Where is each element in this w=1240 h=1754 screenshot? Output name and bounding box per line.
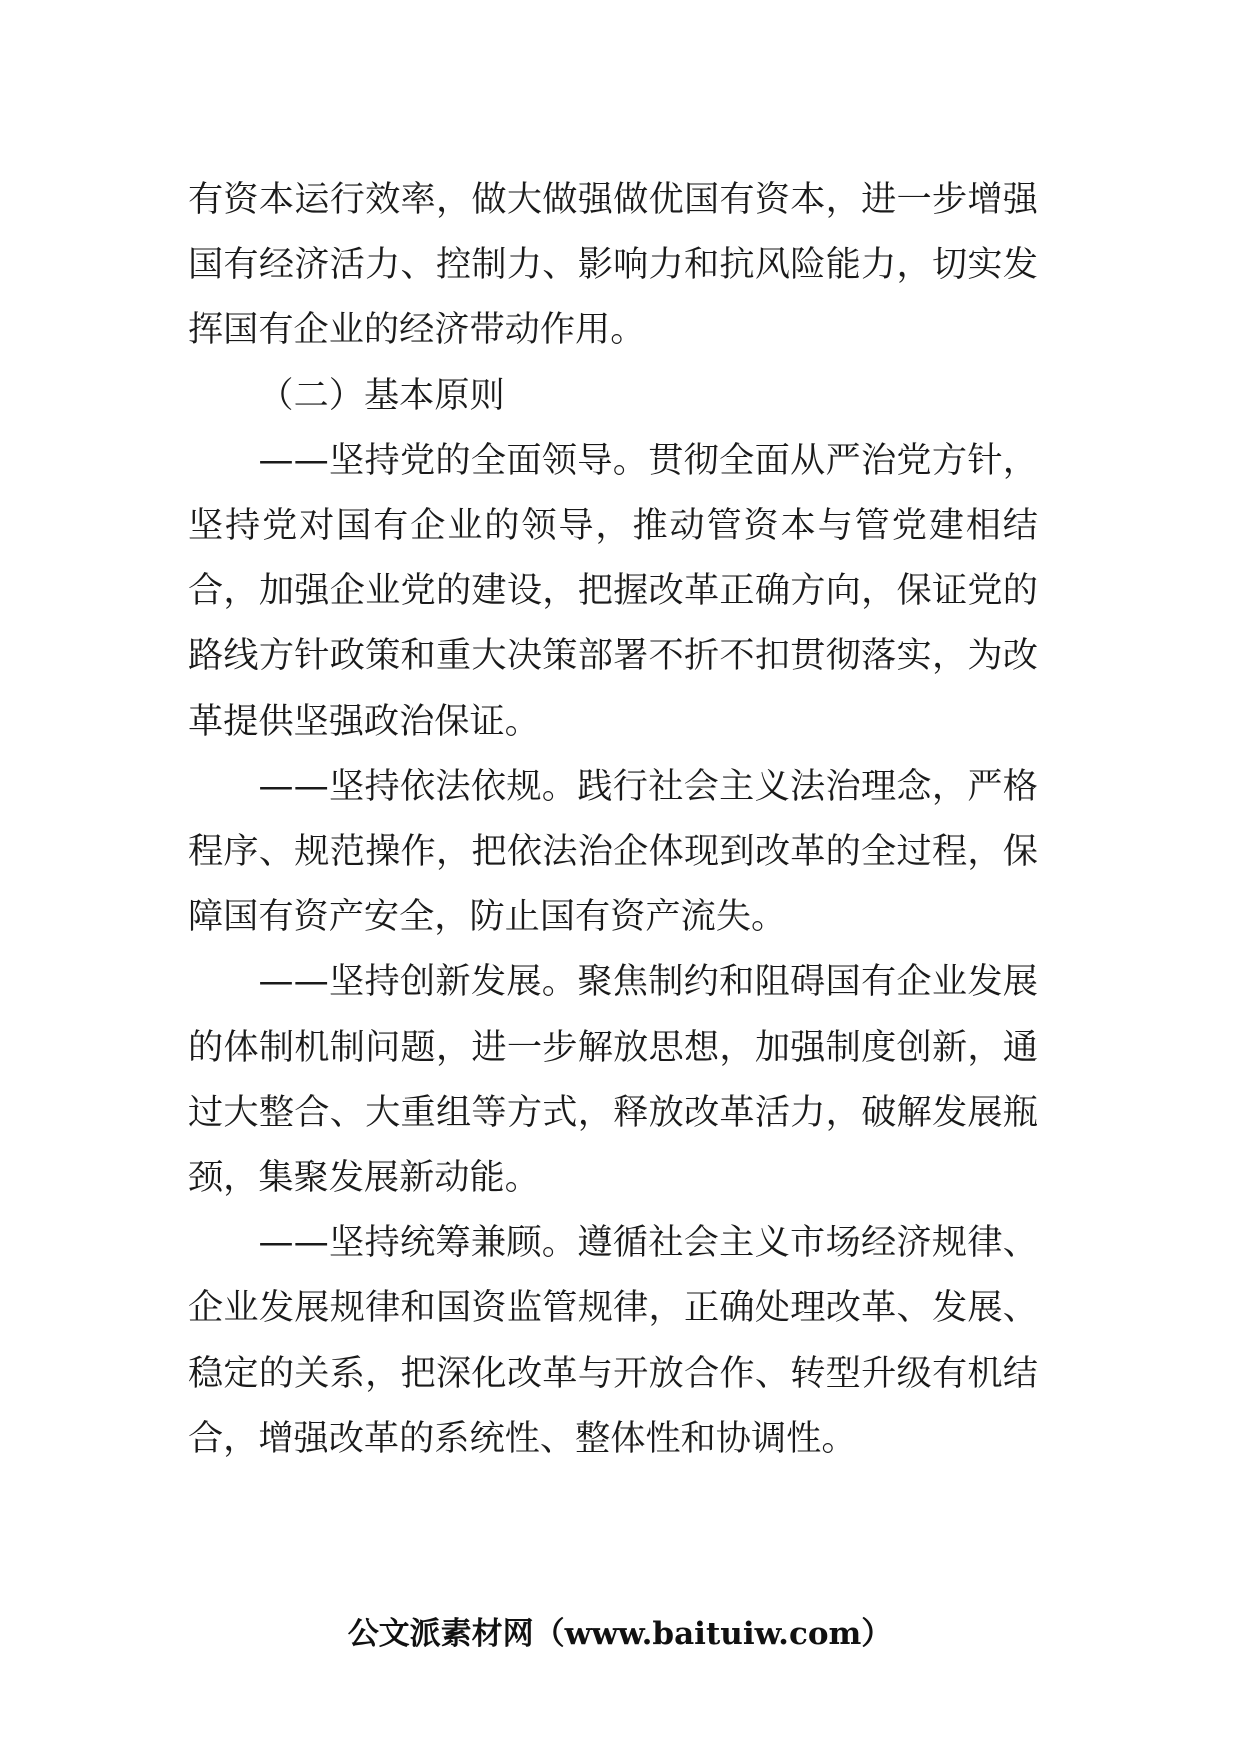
principle-innovation: ——坚持创新发展。聚焦制约和阻碍国有企业发展的体制机制问题，进一步解放思想，加强制度创新，通过大整合、大重组等方式，释放改革活力，破解发展瓶颈，集聚发展新动能。 [188, 961, 1038, 1199]
principle-rule-of-law: ——坚持依法依规。践行社会主义法治理念，严格程序、规范操作，把依法治企体现到改革的全过程，保障国有资产安全，防止国有资产流失。 [188, 765, 1038, 938]
principle-party-leadership: ——坚持党的全面领导。贯彻全面从严治党方针，坚持党对国有企业的领导，推动管资本与管党建相结合，加强企业党的建设，把握改革正确方向，保证党的路线方针政策和重大决策部署不折不扣贯彻落实，为改革提供坚强政治保证。 [188, 439, 1038, 742]
document-body [188, 167, 1038, 1471]
principle-coordination: ——坚持统筹兼顾。遵循社会主义市场经济规律、企业发展规律和国资监管规律，正确处理改革、发展、稳定的关系，把深化改革与开放合作、转型升级有机结合，增强改革的系统性、整体性和协调性。 [188, 1222, 1038, 1459]
footer-watermark: 公文派素材网（www.baituiw.com） [347, 1616, 893, 1652]
paragraph-continuation: 有资本运行效率，做大做强做优国有资本，进一步增强国有经济活力、控制力、影响力和抗风险能力，切实发挥国有企业的经济带动作用。 [188, 179, 1038, 351]
section-heading: （二）基本原则 [258, 374, 505, 416]
